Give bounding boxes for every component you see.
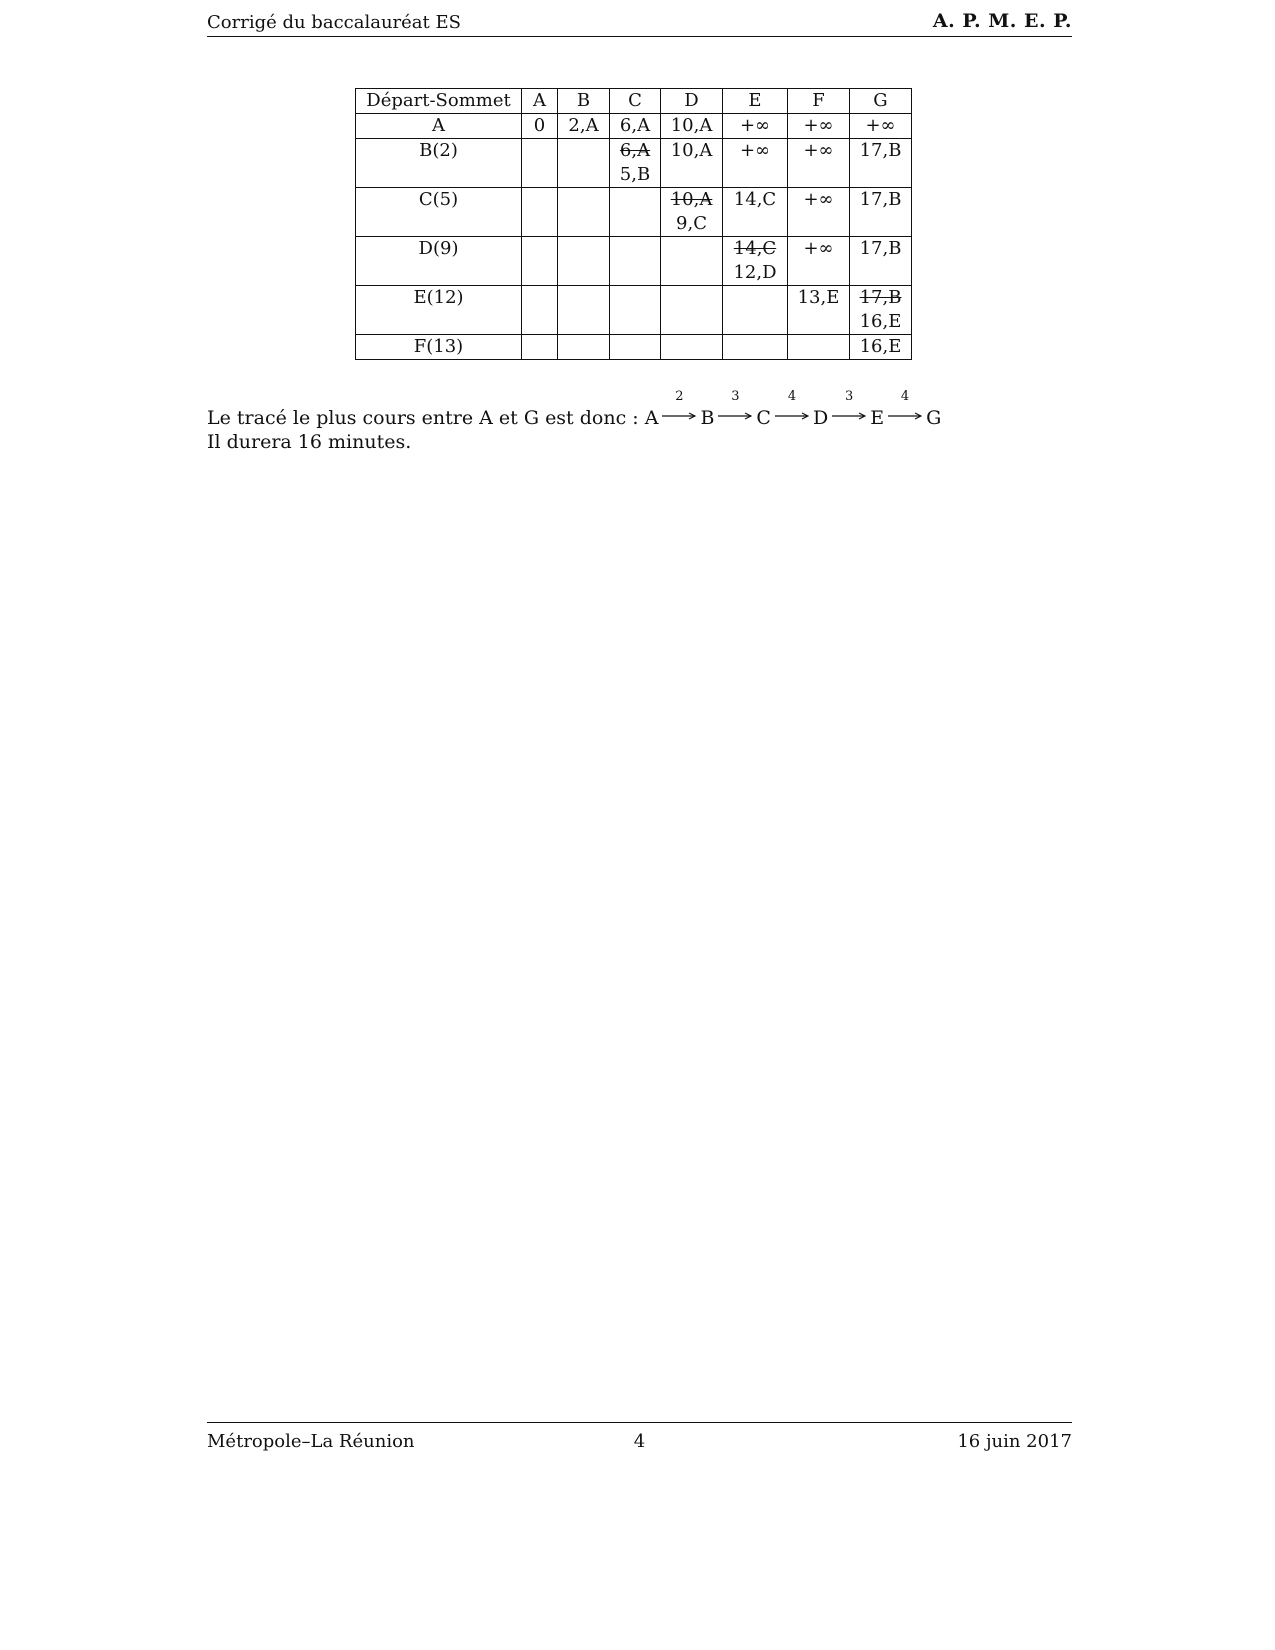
table-cell <box>723 335 788 360</box>
path-arrow <box>888 389 922 424</box>
table-cell <box>610 237 661 286</box>
header-cell: F <box>788 89 850 114</box>
arrow-weight: 3 <box>731 389 740 404</box>
table-cell <box>850 237 912 286</box>
cell-value: 17,B <box>859 238 902 259</box>
table-cell <box>522 188 558 237</box>
table-cell <box>788 188 850 237</box>
path-arrow <box>718 389 752 424</box>
page-header <box>207 8 1072 37</box>
path-node: A <box>644 407 659 429</box>
dijkstra-table <box>355 88 912 360</box>
right-arrow-icon <box>888 412 922 420</box>
table-cell <box>661 139 723 188</box>
table-row <box>356 237 912 286</box>
header-cell: G <box>850 89 912 114</box>
path-node: D <box>812 407 829 429</box>
cell-value: +∞ <box>803 189 834 210</box>
struck-value: 14,C <box>733 238 777 259</box>
arrow-weight: 2 <box>675 389 684 404</box>
table-cell <box>788 237 850 286</box>
table-header-row <box>356 89 912 114</box>
table-cell <box>850 188 912 237</box>
cell-value: 16,E <box>859 336 902 357</box>
table-cell <box>610 139 661 188</box>
row-label: C(5) <box>356 188 522 237</box>
cell-value: 5,B <box>619 164 651 185</box>
header-cell: Départ-Sommet <box>356 89 522 114</box>
header-cell: C <box>610 89 661 114</box>
cell-value: 10,A <box>670 140 713 161</box>
row-label: D(9) <box>356 237 522 286</box>
table-cell <box>558 114 610 139</box>
page-footer <box>207 1422 1072 1453</box>
right-arrow-icon <box>775 412 809 420</box>
cell-value: 17,B <box>859 140 902 161</box>
table-cell <box>661 188 723 237</box>
right-arrow-icon <box>832 412 866 420</box>
table-cell <box>788 286 850 335</box>
path-arrow <box>832 389 866 424</box>
table-cell <box>723 237 788 286</box>
table-cell <box>610 335 661 360</box>
cell-value: 12,D <box>733 262 777 283</box>
table-cell <box>610 114 661 139</box>
page-number: 4 <box>633 1431 646 1452</box>
path-node: G <box>926 407 942 429</box>
table-cell <box>558 335 610 360</box>
table-cell <box>558 237 610 286</box>
table-cell <box>723 114 788 139</box>
cell-value: 16,E <box>859 311 902 332</box>
path-intro: Le tracé le plus cours entre A et G est donc : <box>207 407 639 429</box>
cell-value: 9,C <box>676 213 707 234</box>
table-cell <box>723 139 788 188</box>
header-cell: B <box>558 89 610 114</box>
table-cell <box>788 114 850 139</box>
table-cell <box>661 286 723 335</box>
right-arrow-icon <box>662 412 696 420</box>
duration-sentence: Il durera 16 minutes. <box>207 431 412 453</box>
path-arrow <box>662 389 696 424</box>
cell-value: 17,B <box>859 189 902 210</box>
table-row <box>356 335 912 360</box>
table-row <box>356 139 912 188</box>
table-cell <box>788 139 850 188</box>
path-node: E <box>870 407 885 429</box>
table-cell <box>522 335 558 360</box>
cell-value: +∞ <box>803 115 834 136</box>
table-row <box>356 188 912 237</box>
table-cell <box>661 237 723 286</box>
table-cell <box>522 237 558 286</box>
header-organization: A. P. M. E. P. <box>932 10 1072 32</box>
cell-value: 2,A <box>568 115 599 136</box>
header-cell: A <box>522 89 558 114</box>
struck-value: 17,B <box>859 287 902 308</box>
struck-value: 10,A <box>670 189 713 210</box>
table-cell <box>723 188 788 237</box>
cell-value: 6,A <box>619 115 651 136</box>
cell-value: +∞ <box>865 115 896 136</box>
cell-value: 10,A <box>670 115 713 136</box>
table-cell <box>522 114 558 139</box>
row-label: A <box>356 114 522 139</box>
cell-value: +∞ <box>739 140 771 161</box>
footer-date: 16 juin 2017 <box>957 1431 1072 1452</box>
shortest-path-sentence <box>207 389 942 430</box>
cell-value: +∞ <box>739 115 771 136</box>
table-cell <box>788 335 850 360</box>
row-label: E(12) <box>356 286 522 335</box>
table-cell <box>661 114 723 139</box>
arrow-weight: 3 <box>845 389 854 404</box>
table-cell <box>522 139 558 188</box>
cell-value: +∞ <box>803 238 834 259</box>
arrow-weight: 4 <box>787 389 797 404</box>
row-label: F(13) <box>356 335 522 360</box>
table-cell <box>610 188 661 237</box>
row-label: B(2) <box>356 139 522 188</box>
table-cell <box>558 286 610 335</box>
table-cell <box>558 139 610 188</box>
path-node: C <box>756 407 771 429</box>
table-row <box>356 114 912 139</box>
cell-value: 14,C <box>733 189 777 210</box>
table-cell <box>522 286 558 335</box>
table-cell <box>558 188 610 237</box>
cell-value: 13,E <box>797 287 840 308</box>
table-row <box>356 286 912 335</box>
header-cell: E <box>723 89 788 114</box>
path-node: B <box>700 407 715 429</box>
header-cell: D <box>661 89 723 114</box>
table-cell <box>723 286 788 335</box>
cell-value: +∞ <box>803 140 834 161</box>
table-cell <box>850 286 912 335</box>
footer-location: Métropole–La Réunion <box>207 1431 415 1452</box>
path-arrow <box>775 389 809 424</box>
table-cell <box>850 139 912 188</box>
table-cell <box>850 335 912 360</box>
cell-value: 0 <box>533 115 546 136</box>
right-arrow-icon <box>718 412 752 420</box>
struck-value: 6,A <box>619 140 651 161</box>
table-cell <box>661 335 723 360</box>
header-title: Corrigé du baccalauréat ES <box>207 12 461 33</box>
table-cell <box>850 114 912 139</box>
arrow-weight: 4 <box>900 389 910 404</box>
table-cell <box>610 286 661 335</box>
